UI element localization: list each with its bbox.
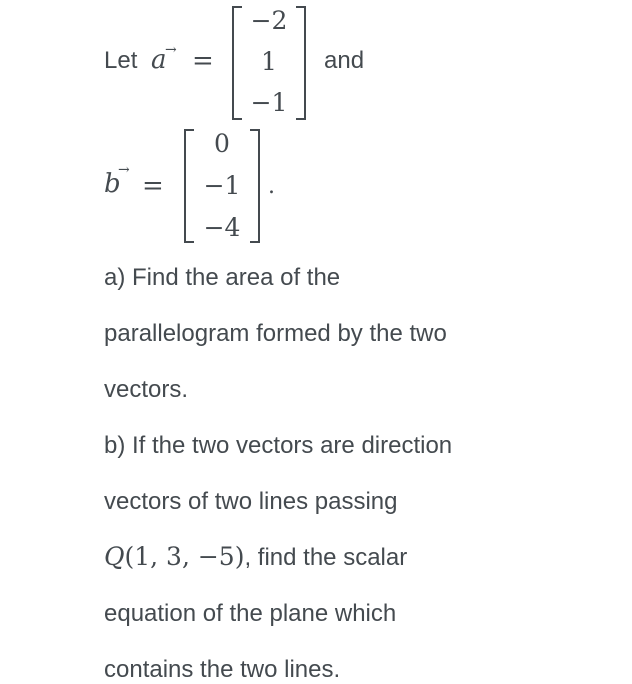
let-label: Let	[104, 47, 138, 74]
vector-b-name: b	[104, 169, 121, 199]
part-b-text: , find the scalar	[244, 544, 408, 571]
part-b-line	[104, 543, 407, 572]
point-coordinates: (1, 3, −5)	[124, 542, 245, 571]
vector-arrow-icon: →	[165, 42, 177, 58]
part-a-line: parallelogram formed by the two	[104, 320, 447, 347]
vector-b-symbol	[104, 162, 130, 199]
matrix-entry: −2	[250, 6, 288, 35]
matrix-entry: 0	[214, 129, 230, 158]
part-a-line: vectors.	[104, 376, 189, 403]
vector-b-matrix	[184, 129, 260, 243]
part-b-line: b) If the two vectors are direction	[104, 432, 453, 459]
part-b-line: vectors of two lines passing	[104, 488, 398, 515]
part-b-line: equation of the plane which	[104, 600, 397, 627]
part-b-line: contains the two lines.	[104, 656, 341, 683]
point-q	[104, 542, 244, 571]
matrix-entry: −1	[203, 171, 241, 200]
and-text: and	[324, 47, 365, 74]
period: .	[268, 174, 275, 199]
point-name: Q	[104, 542, 125, 571]
matrix-entry: 1	[261, 47, 277, 76]
vector-a-matrix	[232, 6, 306, 120]
vector-arrow-icon: →	[118, 162, 130, 178]
equals-sign: =	[142, 171, 164, 201]
matrix-entry: −4	[203, 213, 241, 242]
matrix-entry: −1	[250, 88, 288, 117]
part-a-line: a) Find the area of the	[104, 264, 341, 291]
vector-a-name: a	[151, 45, 167, 75]
equals-sign: =	[192, 46, 214, 76]
vector-a-symbol	[151, 42, 177, 75]
